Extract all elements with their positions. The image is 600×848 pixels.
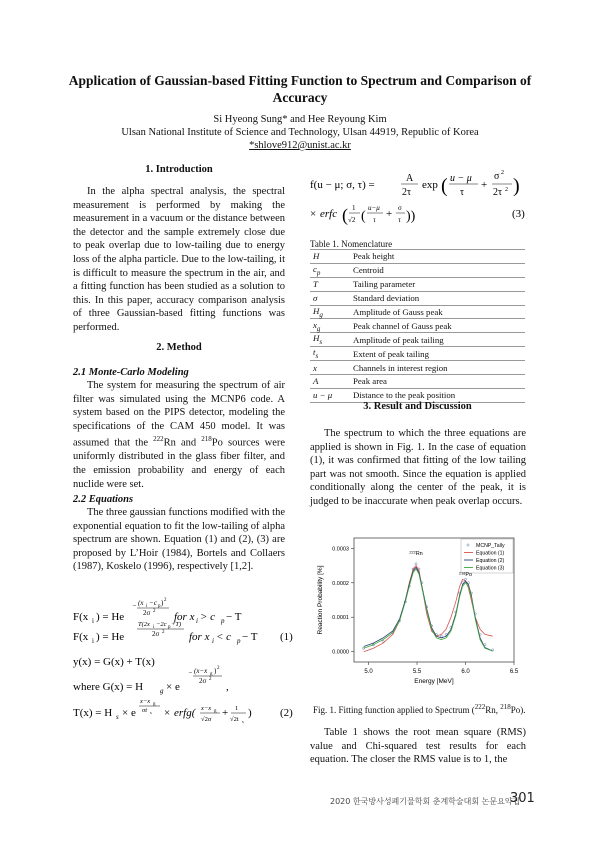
svg-text:u−μ: u−μ — [368, 204, 380, 212]
y-tick-label: 0.0003 — [332, 546, 349, 553]
legend-label: Equation (1) — [476, 550, 505, 557]
y-axis-label: Reaction Probability [%] — [317, 565, 324, 635]
nomenclature-description: Tailing parameter — [350, 277, 525, 291]
svg-text:×: × — [310, 208, 317, 220]
svg-text:2τ: 2τ — [493, 187, 503, 198]
svg-text:2: 2 — [501, 170, 504, 176]
svg-text:erfg(: erfg( — [174, 707, 196, 719]
equation-3-block — [308, 164, 533, 226]
svg-text:2σ: 2σ — [152, 630, 160, 638]
peak-annotation: $^{218}$Po — [458, 571, 473, 578]
svg-text:2τ: 2τ — [402, 187, 412, 198]
svg-text:g: g — [153, 702, 156, 707]
svg-text:τ: τ — [398, 216, 401, 224]
nomenclature-row — [310, 263, 525, 277]
peak-annotation: $^{222}$Rn — [409, 550, 423, 558]
svg-text:i: i — [212, 637, 214, 645]
y-tick-label: 0.0001 — [332, 615, 349, 622]
nomenclature-symbol: x — [310, 361, 350, 375]
eq1-cond-1c: − T — [226, 611, 242, 623]
nomenclature-description: Peak area — [350, 375, 525, 389]
affiliation: Ulsan National Institute of Science and Technology, Ulsan 44919, Republic of Korea — [121, 127, 479, 138]
nomenclature-description: Peak height — [350, 250, 525, 264]
nomenclature-row — [310, 291, 525, 305]
svg-text:) = He: ) = He — [96, 611, 125, 623]
result-paragraph: The spectrum to which the three equations are applied is shown in Fig. 1. In the case of equation (1), it was confirmed that fitting of the low tailing part was not smooth. Since the equation is applied conditionally along the center of the peak, it is judged to be inaccurate when peak overlap occurs. — [310, 428, 526, 507]
svg-text:,: , — [226, 681, 229, 693]
nomenclature-description: Centroid — [350, 263, 525, 277]
mc-text-b: Rn and — [163, 437, 202, 449]
svg-text:x−x: x−x — [201, 705, 212, 712]
svg-text:×: × — [164, 707, 171, 719]
paper-title: Application of Gaussian-based Fitting Function to Spectrum and Comparison of Accuracy — [68, 73, 532, 105]
svg-text:exp: exp — [422, 179, 438, 191]
svg-text:T(2x: T(2x — [138, 621, 150, 628]
svg-text:s: s — [150, 710, 152, 715]
nomenclature-symbol: A — [310, 375, 350, 389]
svg-text:g: g — [214, 709, 217, 714]
nomenclature-symbol: $x_g$ — [310, 319, 350, 333]
svg-text:(: ( — [342, 205, 348, 225]
caption-a: Fig. 1. Fitting function applied to Spectrum ( — [313, 705, 475, 715]
eq1-cond-1b: > c — [200, 611, 216, 623]
series-line-equation-3- — [364, 569, 493, 651]
svg-text:): ) — [513, 175, 520, 197]
svg-text:−2c: −2c — [156, 621, 167, 628]
mc-heading: 2.1 Monte-Carlo Modeling — [73, 367, 189, 378]
svg-text:) = He: ) = He — [96, 631, 125, 643]
x-tick-label: 6.0 — [461, 669, 470, 675]
nomenclature-description: Peak channel of Gauss peak — [350, 319, 525, 333]
svg-text:2σ: 2σ — [143, 609, 151, 617]
svg-text:+T): +T) — [171, 621, 182, 628]
caption-b: Rn, — [485, 705, 501, 715]
svg-text:g: g — [210, 672, 213, 677]
nomenclature-table — [310, 249, 525, 403]
data-point-mcnp-tally — [415, 563, 417, 565]
svg-text:(: ( — [361, 209, 366, 224]
nomenclature-description: Amplitude of Gauss peak — [350, 305, 525, 319]
nomenclature-symbol: T — [310, 277, 350, 291]
eq-paragraph: The three gaussian functions modified with the exponential equation to fit the low-tailing of alpha spectrum are shown. Equation (1) and (2), (3) are proposed by L’Hoir (1984), Bortels and Collaers (1987), Koskelo (1996), respectively [1,2]. — [73, 507, 285, 573]
nomenclature-description: Distance to the peak position — [350, 388, 525, 402]
svg-text:(x−x: (x−x — [194, 667, 208, 675]
g-def: where G(x) = H — [73, 681, 144, 693]
svg-text:+: + — [481, 179, 488, 191]
nomenclature-description: Standard deviation — [350, 291, 525, 305]
svg-text:i: i — [153, 625, 155, 630]
svg-text:): ) — [161, 599, 164, 607]
svg-text:i: i — [92, 637, 94, 645]
author-names: Si Hyeong Sung* and Hee Reyoung Kim — [213, 114, 387, 125]
eq2-number: (2) — [280, 707, 293, 719]
legend-label: Equation (2) — [476, 558, 505, 564]
footer-journal: 2020 한국방사성폐기물학회 춘계학술대회 논문요약집 — [330, 797, 521, 806]
nomenclature-symbol: H — [310, 250, 350, 264]
svg-text:σt: σt — [142, 707, 148, 714]
svg-text:A: A — [406, 173, 414, 184]
svg-text:F(x: F(x — [73, 611, 89, 623]
svg-text:1: 1 — [235, 705, 239, 712]
svg-text:): ) — [214, 667, 217, 675]
equation-1-block — [70, 596, 295, 726]
svg-text:s: s — [242, 719, 244, 724]
figure-caption — [313, 703, 543, 715]
x-axis-label: Energy [MeV] — [414, 678, 454, 685]
svg-text:− T: − T — [242, 631, 258, 643]
svg-text:g: g — [160, 687, 164, 695]
svg-text:i: i — [146, 604, 148, 609]
svg-text:× e: × e — [122, 707, 136, 719]
svg-text:p: p — [221, 617, 225, 625]
nomenclature-row — [310, 250, 525, 264]
y-def: y(x) = G(x) + T(x) — [73, 656, 155, 668]
svg-text:−: − — [188, 669, 193, 677]
svg-text:2: 2 — [217, 666, 220, 671]
caption-po-mass: 218 — [500, 703, 511, 711]
authors — [60, 113, 540, 126]
nomenclature-row — [310, 305, 525, 319]
svg-text:2: 2 — [164, 598, 167, 603]
svg-text:σ: σ — [398, 204, 402, 212]
t-def: T(x) = H — [73, 707, 113, 719]
svg-text:2: 2 — [209, 677, 212, 682]
nomenclature-description: Channels in interest region — [350, 361, 525, 375]
svg-text:+: + — [222, 707, 229, 719]
svg-text:√2: √2 — [348, 216, 356, 224]
eq1-cond-2: < c — [216, 631, 232, 643]
x-tick-label: 5.5 — [412, 669, 422, 675]
nomenclature-row — [310, 277, 525, 291]
svg-text:+: + — [386, 208, 393, 220]
nomenclature-description: Amplitude of peak tailing — [350, 333, 525, 347]
intro-heading: 1. Introduction — [145, 164, 213, 175]
x-tick-label: 6.5 — [509, 669, 519, 675]
svg-text:f(u − μ; σ, τ) =: f(u − μ; σ, τ) = — [310, 179, 375, 191]
svg-text:2: 2 — [153, 609, 156, 614]
nomenclature-symbol: σ — [310, 291, 350, 305]
nomenclature-row — [310, 347, 525, 361]
po-mass: 218 — [201, 435, 212, 444]
nomenclature-symbol: $c_p$ — [310, 263, 350, 277]
eq1-cond-1: for x — [174, 611, 195, 623]
svg-text:√2σ: √2σ — [201, 716, 212, 723]
svg-text:(x: (x — [138, 599, 144, 607]
caption-rn-mass: 222 — [474, 703, 486, 711]
svg-text:F(x: F(x — [73, 631, 89, 643]
svg-text:p: p — [158, 604, 161, 609]
eq-heading: 2.2 Equations — [73, 494, 134, 505]
legend-label: MCNP_Tally — [476, 543, 505, 549]
nomenclature-symbol: u − μ — [310, 388, 350, 402]
svg-text:2σ: 2σ — [199, 677, 207, 685]
svg-text:τ: τ — [460, 187, 465, 198]
svg-text:s: s — [116, 713, 119, 721]
svg-text:2: 2 — [505, 187, 508, 193]
svg-text:p: p — [237, 637, 241, 645]
nomenclature-row — [310, 319, 525, 333]
nomenclature-row — [310, 361, 525, 375]
legend-label: Equation (3) — [476, 565, 505, 572]
caption-c: Po). — [510, 705, 526, 715]
nomenclature-row — [310, 333, 525, 347]
nomenclature-row — [310, 375, 525, 389]
svg-text:σ: σ — [494, 171, 500, 182]
method-heading: 2. Method — [156, 342, 202, 353]
svg-text:× e: × e — [166, 681, 180, 693]
mc-text-c: Po sources were uniformly distributed in the glass fiber filter, and the emission probability and energy of each nuclide were set. — [73, 437, 286, 490]
data-point-mcnp-tally — [464, 578, 466, 580]
svg-text:τ: τ — [373, 216, 376, 224]
y-tick-label: 0.0002 — [332, 580, 349, 587]
x-tick-label: 5.0 — [364, 669, 373, 675]
svg-text:x−x: x−x — [140, 698, 151, 705]
spectrum-chart — [312, 528, 528, 698]
nomenclature-description: Extent of peak tailing — [350, 347, 525, 361]
svg-text:2: 2 — [162, 630, 165, 635]
svg-text:−c: −c — [149, 599, 157, 607]
svg-text:1: 1 — [352, 204, 356, 212]
eq1-number: (1) — [280, 631, 293, 643]
svg-text:u − μ: u − μ — [450, 173, 472, 184]
email[interactable]: *shlove912@unist.ac.kr — [249, 140, 351, 151]
svg-text:): ) — [248, 707, 252, 719]
nomenclature-title: Table 1. Nomenclature — [310, 239, 393, 249]
mc-text-a: The system for measuring the spectrum of air filter was simulated using the MCNP6 code. A system based on the PIPS detector, modeling the specifications of the CAM 450 model. It was assumed that the — [73, 380, 285, 449]
svg-text:erfc: erfc — [320, 208, 338, 220]
rn-mass: 222 — [153, 435, 164, 444]
svg-text:i: i — [92, 617, 94, 625]
svg-text:)): )) — [406, 209, 416, 224]
svg-text:√2t: √2t — [230, 716, 239, 723]
table-paragraph: Table 1 shows the root mean square (RMS) value and Chi-squared test results for each equation. The closer the RMS value is to 1, the — [310, 727, 526, 766]
mc-paragraph — [73, 379, 285, 491]
svg-text:for x: for x — [189, 631, 210, 643]
eq3-number: (3) — [512, 208, 525, 220]
svg-text:−: − — [132, 602, 137, 610]
data-point-mcnp-tally — [440, 635, 442, 637]
nomenclature-symbol: $t_s$ — [310, 347, 350, 361]
svg-text:p: p — [168, 625, 171, 630]
intro-paragraph: In the alpha spectral analysis, the spectral measurement is performed by making the measurement in a vacuum or the distance between the detector and the sample extremely close due to peak overlap due to low-tailing due to energy loss of the alpha particle. Due to the low-tailing, it is difficult to measure the spectrum in the air, and a fitting function has been studied as a solution to this. In this paper, accuracy comparison analysis of three Gaussian-based fitting functions was performed. — [73, 186, 285, 333]
y-tick-label: 0.0000 — [332, 649, 349, 656]
nomenclature-symbol: $H_g$ — [310, 305, 350, 319]
svg-text:i: i — [196, 617, 198, 625]
result-heading: 3. Result and Discussion — [363, 401, 472, 412]
page-number: 301 — [510, 791, 535, 806]
nomenclature-symbol: $H_s$ — [310, 333, 350, 347]
svg-text:(: ( — [441, 175, 448, 197]
